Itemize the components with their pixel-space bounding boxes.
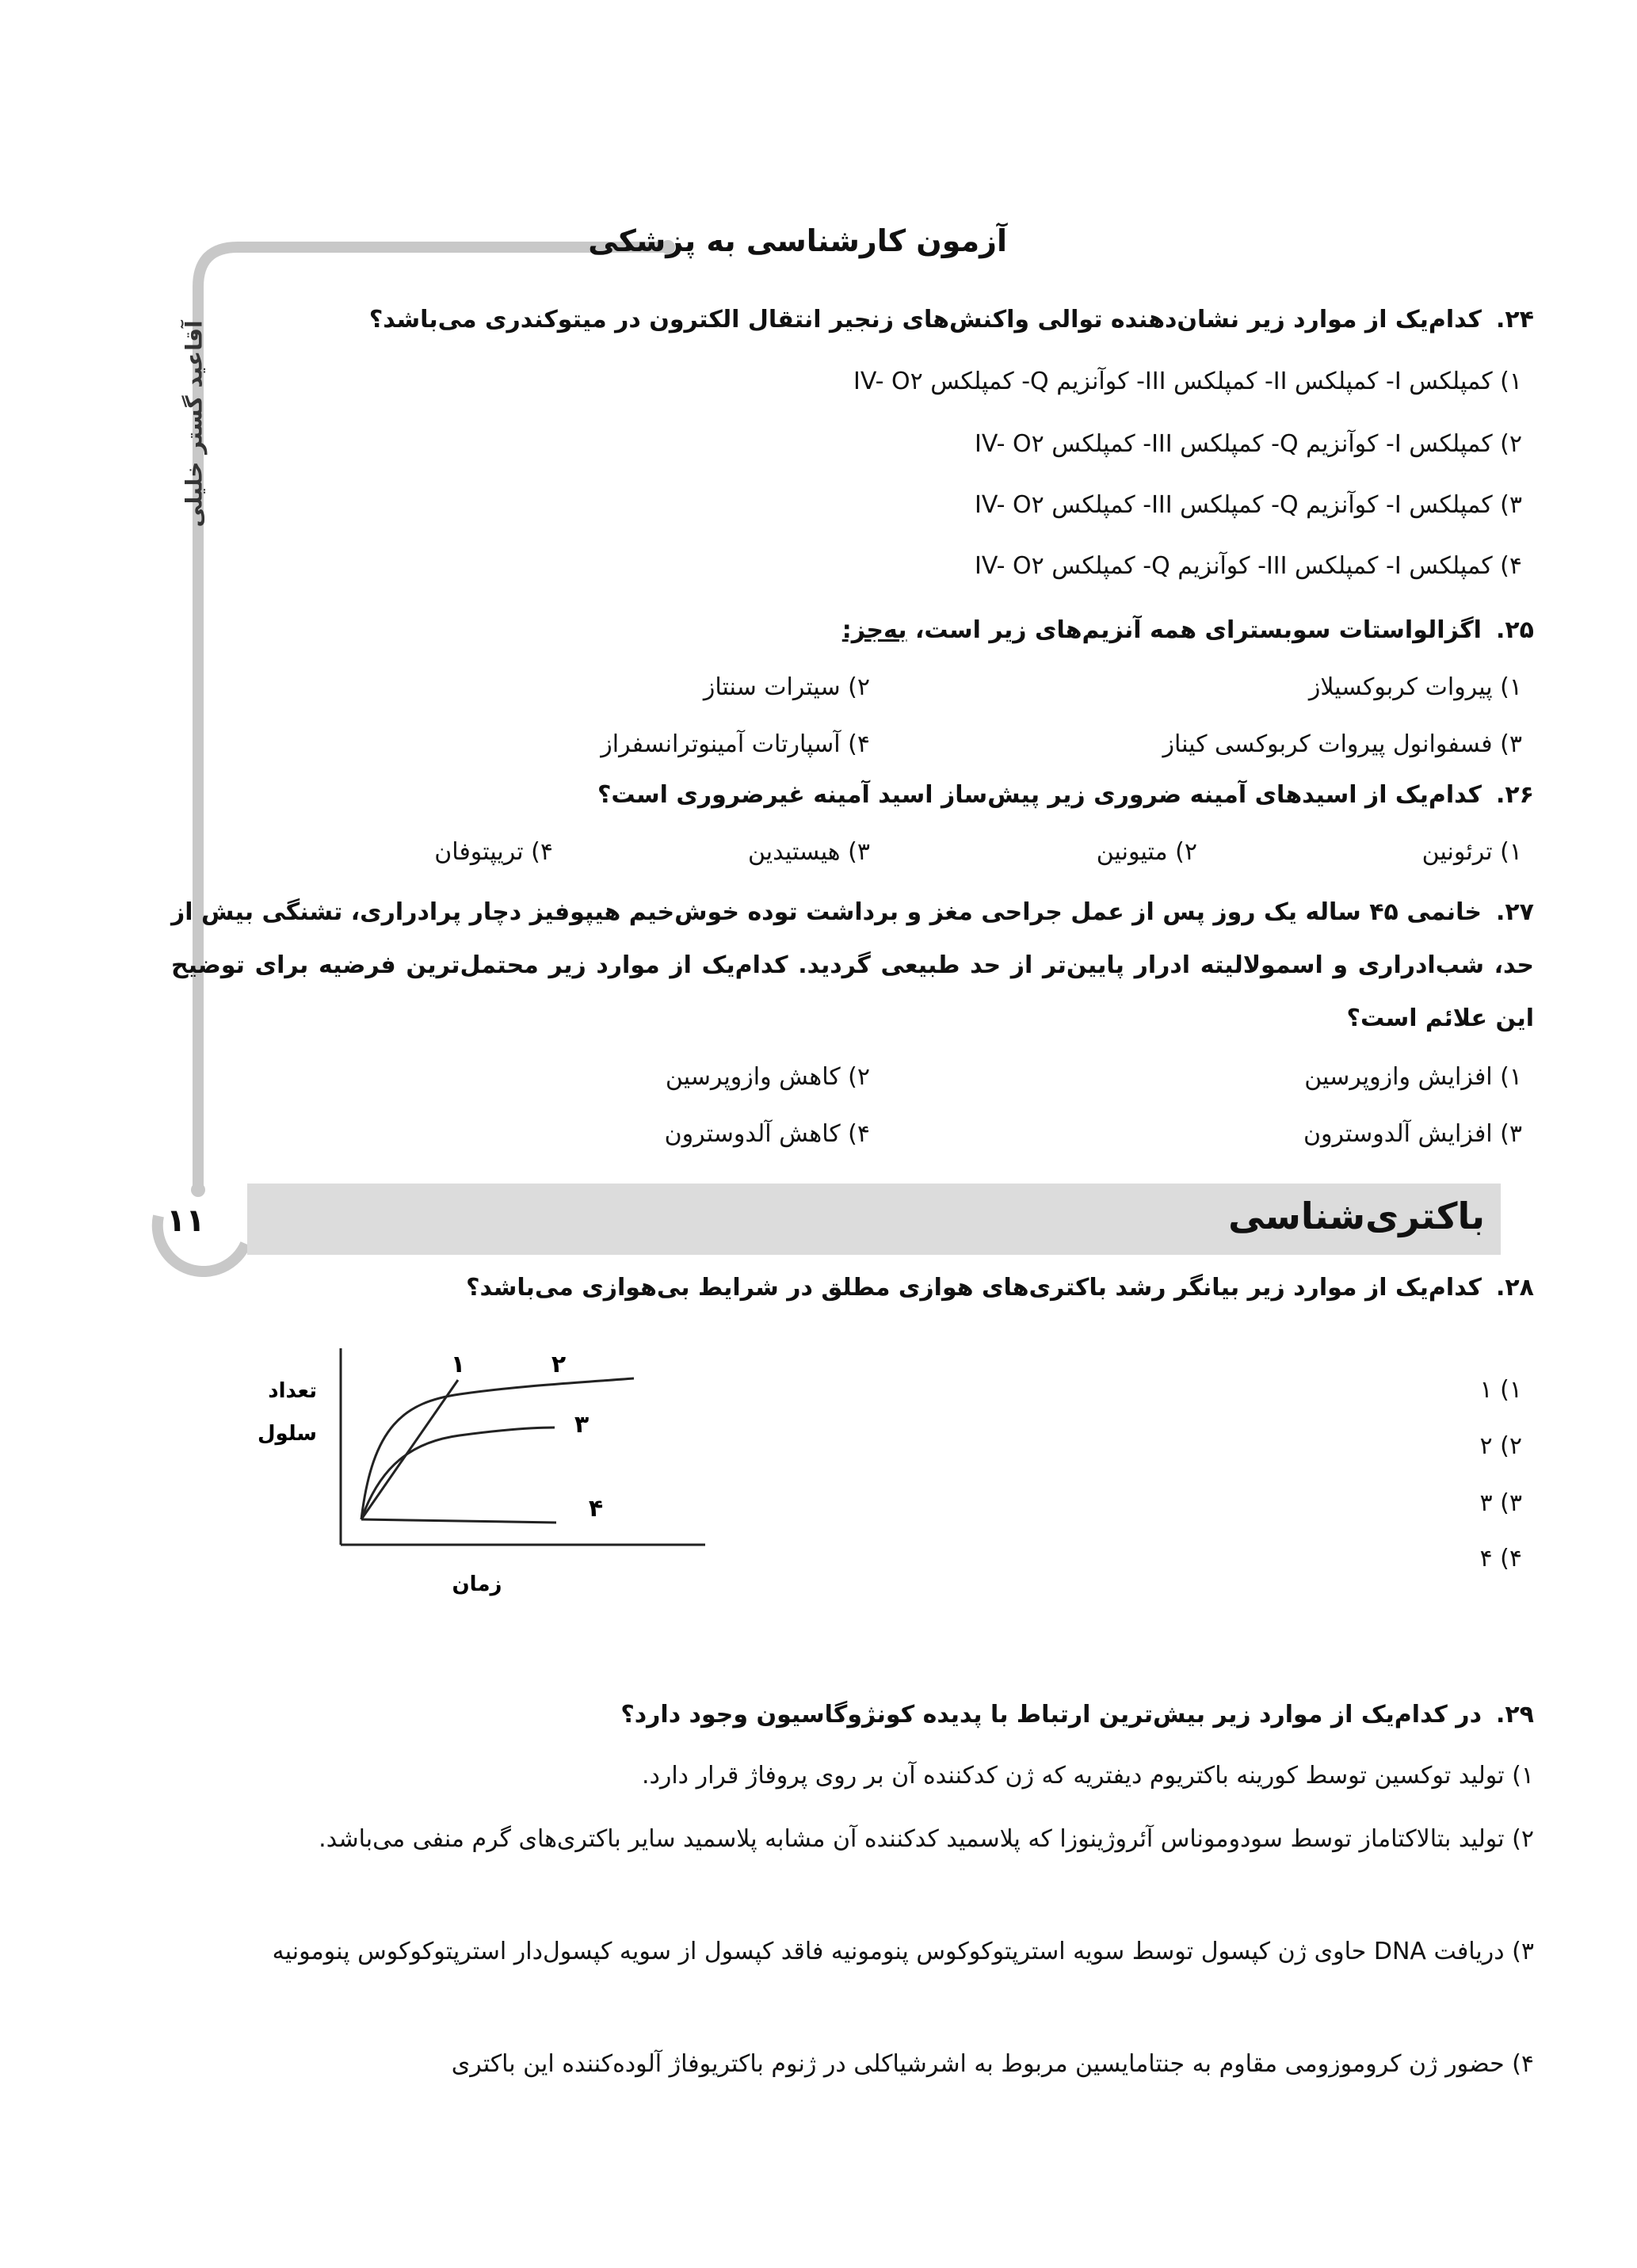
q24-option-4[interactable]: ۴) کمپلکس I- کمپلکس III- کوآنزیم Q- کمپلکس IV- O۲ xyxy=(975,552,1522,580)
q25-option-4[interactable]: ۴) آسپارتات آمینوترانسفراز xyxy=(601,730,870,758)
curve-3 xyxy=(361,1428,555,1519)
q25-option-1[interactable]: ۱) پیروات کربوکسیلاز xyxy=(1308,673,1522,701)
section-header xyxy=(247,1184,1501,1255)
q25-option-2[interactable]: ۲) سیترات سنتاز xyxy=(703,673,870,701)
q26-option-2[interactable]: ۲) متیونین xyxy=(1096,838,1197,866)
question-text: کدام‌یک از اسیدهای آمینه ضروری زیر پیش‌ساز اسید آمینه غیرضروری است؟ xyxy=(597,781,1482,809)
question-number: ۲۷. xyxy=(1495,898,1534,926)
header-title: آزمون کارشناسی به پزشکی xyxy=(588,223,1007,258)
question-text: اگزالواستات سوبسترای همه آنزیم‌های زیر است، xyxy=(914,616,1482,644)
q24-option-1[interactable]: ۱) کمپلکس I- کمپلکس II- کمپلکس III- کوآنزیم Q- کمپلکس IV- O۲ xyxy=(853,368,1522,395)
question-28 xyxy=(466,1274,1534,1302)
y-axis-label-line1: تعداد xyxy=(268,1379,317,1403)
q29-option-3[interactable]: ۳) دریافت DNA حاوی ژن کپسول توسط سویه استرپتوکوکوس پنومونیه فاقد کپسول از سویه کپسول‌دار استرپتوکوکوس پنومونیه xyxy=(272,1938,1534,1965)
question-text: کدام‌یک از موارد زیر بیانگر رشد باکتری‌های هوازی مطلق در شرایط بی‌هوازی می‌باشد؟ xyxy=(466,1274,1482,1302)
q28-option-4[interactable]: ۴) ۴ xyxy=(1479,1545,1522,1572)
question-number: ۲۵. xyxy=(1495,616,1534,644)
question-25 xyxy=(842,616,1534,644)
question-text: کدام‌یک از موارد زیر نشان‌دهنده توالی واکنش‌های زنجیر انتقال الکترون در میتوکندری می‌باشد؟ xyxy=(368,306,1482,334)
q29-option-4[interactable]: ۴) حضور ژن کروموزومی مقاوم به جنتامایسین مربوط به اشرشیاکلی در ژنوم باکتریوفاژ آلوده‌کننده این باکتری xyxy=(451,2050,1534,2078)
q26-option-1[interactable]: ۱) ترئونین xyxy=(1421,838,1522,866)
question-number: ۲۶. xyxy=(1495,781,1534,809)
question-number: ۲۴. xyxy=(1495,306,1534,334)
frame-line xyxy=(198,247,666,1188)
q27-option-3[interactable]: ۳) افزایش آلدوسترون xyxy=(1303,1120,1522,1148)
question-number: ۲۹. xyxy=(1495,1701,1534,1729)
question-26 xyxy=(597,781,1534,809)
y-axis-label-line2: سلول xyxy=(257,1422,317,1446)
curve-label-4: ۴ xyxy=(588,1495,604,1523)
q29-option-1[interactable]: ۱) تولید توکسین توسط کورینه باکتریوم دیفتریه که ژن کدکننده آن بر روی پروفاژ قرار دارد. xyxy=(641,1762,1534,1790)
q26-option-3[interactable]: ۳) هیستیدین xyxy=(747,838,870,866)
q29-option-2[interactable]: ۲) تولید بتالاکتاماز توسط سودوموناس آئروژینوزا که پلاسمید کدکننده آن مشابه پلاسمید سایر باکتری‌های گرم منفی می‌باشد. xyxy=(319,1825,1534,1853)
curve-label-3: ۳ xyxy=(574,1411,590,1439)
page-number: ۱۱ xyxy=(166,1203,205,1239)
x-axis-label: زمان xyxy=(452,1572,502,1596)
q26-option-4[interactable]: ۴) تریپتوفان xyxy=(434,838,553,866)
curve-label-1: ۱ xyxy=(450,1351,466,1378)
q27-option-2[interactable]: ۲) کاهش وازوپرسین xyxy=(665,1063,870,1091)
curve-label-2: ۲ xyxy=(551,1351,567,1378)
q24-option-3[interactable]: ۳) کمپلکس I- کوآنزیم Q- کمپلکس III- کمپلکس IV- O۲ xyxy=(975,491,1522,519)
q27-option-1[interactable]: ۱) افزایش وازوپرسین xyxy=(1304,1063,1522,1091)
q25-option-3[interactable]: ۳) فسفوانول پیروات کربوکسی کیناز xyxy=(1162,730,1522,758)
curve-4 xyxy=(361,1519,556,1523)
question-number: ۲۸. xyxy=(1495,1274,1534,1302)
section-title: باکتری‌شناسی xyxy=(1228,1195,1485,1237)
frame-dot-bottom xyxy=(191,1183,205,1197)
question-text: در کدام‌یک از موارد زیر بیش‌ترین ارتباط با پدیده کونژوگاسیون وجود دارد؟ xyxy=(620,1701,1482,1729)
q28-option-2[interactable]: ۲) ۲ xyxy=(1479,1432,1522,1460)
q24-option-2[interactable]: ۲) کمپلکس I- کوآنزیم Q- کمپلکس III- کمپلکس IV- O۲ xyxy=(975,430,1522,458)
question-24 xyxy=(369,306,1534,334)
q28-option-1[interactable]: ۱) ۱ xyxy=(1479,1376,1522,1404)
question-27 xyxy=(171,886,1534,1045)
q27-option-4[interactable]: ۴) کاهش آلدوسترون xyxy=(664,1120,870,1148)
side-vertical-label xyxy=(162,293,226,555)
q28-option-3[interactable]: ۳) ۳ xyxy=(1479,1489,1522,1517)
curve-1 xyxy=(361,1380,458,1519)
growth-curve-graph xyxy=(254,1339,721,1600)
side-label-text: آقاعید گستر خلیلی xyxy=(181,320,208,528)
question-text: خانمی ۴۵ ساله یک روز پس از عمل جراحی مغز و برداشت توده خوش‌خیم هیپوفیز دچار پرادراری، تشنگی بیش از حد، شب‌ادراری و اسمولالیته ادرار پایین‌تر از حد طبیعی گردید. کدام‌یک از موارد زیر محتمل‌ترین فرضیه برای توضیح این علائم است؟ xyxy=(171,898,1534,1032)
question-29 xyxy=(620,1701,1534,1729)
question-emphasis: به‌جز: xyxy=(841,616,907,644)
